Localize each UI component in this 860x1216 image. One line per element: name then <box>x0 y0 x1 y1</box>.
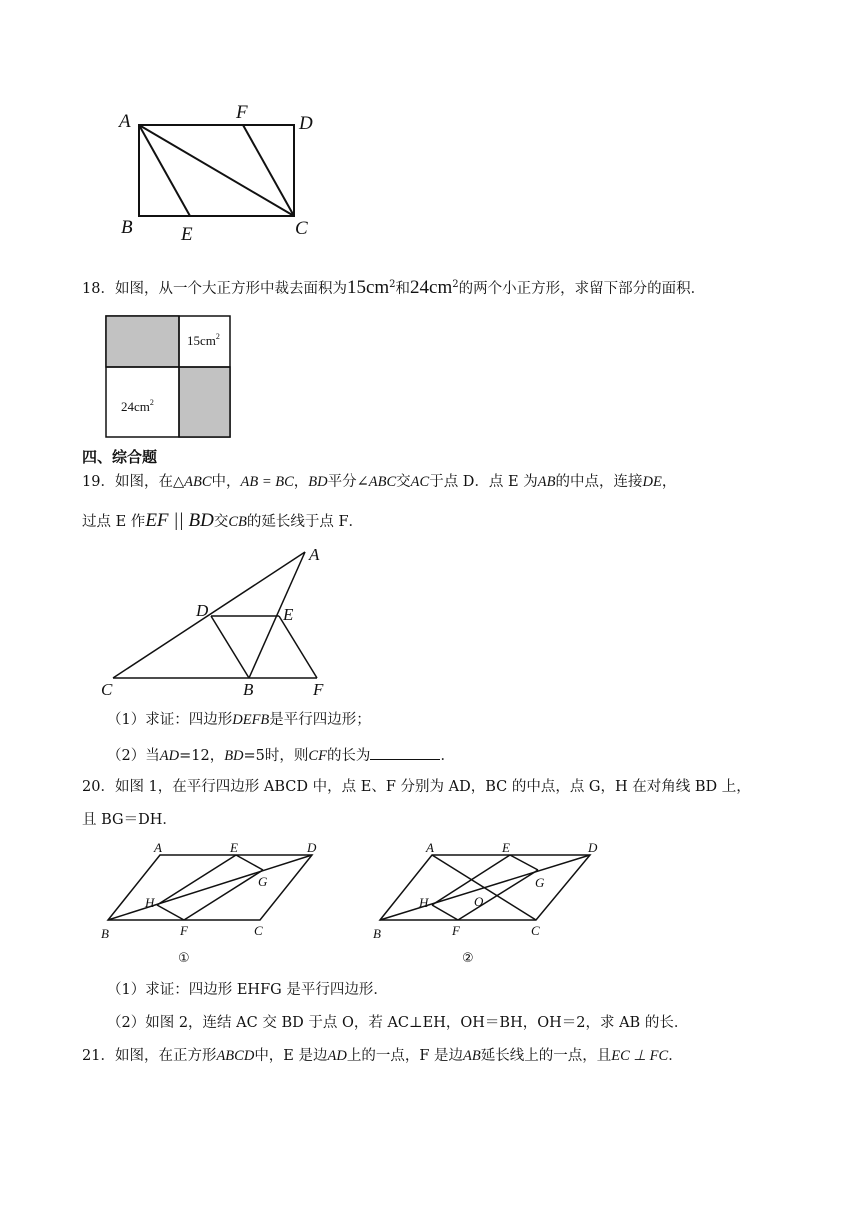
diagonal-bd <box>108 855 312 920</box>
question-number: 20． <box>82 779 115 795</box>
segment-ae <box>139 125 190 216</box>
point-label-o: O <box>474 894 484 909</box>
point-label-e: E <box>283 605 294 624</box>
question-18: 18．如图，从一个大正方形中裁去面积为$15cm^2$和$24cm^2$的两个小正方形，求留下部分的面积． <box>82 276 706 298</box>
point-label-c: C <box>101 680 113 699</box>
question-20-line-1: 20．如图 1，在平行四边形 ABCD 中，点 E、F 分别为 AD，BC 的中点，点 G，H 在对角线 BD 上， <box>82 779 751 795</box>
answer-blank[interactable] <box>370 745 440 760</box>
shaded-region-top-left <box>106 316 179 367</box>
point-label-e: E <box>502 840 510 855</box>
figure-q18 <box>104 314 234 440</box>
segment-fg <box>458 870 538 920</box>
segment-fh <box>432 905 458 920</box>
point-label-h: H <box>145 895 155 910</box>
question-number: 21． <box>82 1048 115 1064</box>
segment-fg <box>184 870 263 920</box>
segment-eg <box>510 855 538 870</box>
question-21: 21．如图，在正方形ABCD中，E 是边AD上的一点，F 是边AB延长线上的一点，且EC ⊥ FC． <box>82 1048 683 1064</box>
segment-eg <box>236 855 263 870</box>
figure-caption-1: ① <box>178 951 190 966</box>
figure-q19 <box>95 540 345 702</box>
point-label-f: F <box>180 923 188 938</box>
point-label-b: B <box>243 680 254 699</box>
question-20-part-2: （2）如图 2，连结 AC 交 BD 于点 O，若 AC⊥EH，OH＝BH，OH＝2，求 AB 的长． <box>107 1015 689 1031</box>
point-label-d: D <box>299 113 313 134</box>
point-label-a: A <box>154 840 162 855</box>
question-20-part-1: （1）求证：四边形 EHFG 是平行四边形． <box>107 982 388 998</box>
question-number: 18． <box>82 280 115 297</box>
question-19-line-1: 19．如图，在△ABC中，AB = BC，BD平分∠ABC交AC于点 D．点 E 为AB的中点，连接DE， <box>82 474 677 490</box>
point-label-d: D <box>307 840 317 855</box>
figure-q20-1 <box>96 838 336 966</box>
segment-ef <box>279 616 317 678</box>
question-20-line-2: 且 BG＝DH． <box>82 812 177 828</box>
shaded-region-bottom-right <box>179 367 230 437</box>
point-label-a: A <box>119 111 131 132</box>
segment-db <box>211 616 249 678</box>
point-label-b: B <box>101 926 109 941</box>
segment-eh <box>157 855 236 905</box>
question-19-part-2: （2）当AD=12，BD=5时，则CF的长为 ． <box>107 745 455 766</box>
figure-caption-2: ② <box>462 951 474 966</box>
point-label-g: G <box>535 875 545 890</box>
point-label-f: F <box>313 680 324 699</box>
segment-fh <box>157 905 184 920</box>
point-label-h: H <box>419 895 429 910</box>
point-label-d: D <box>196 601 209 620</box>
diagonal-ac <box>432 855 536 920</box>
point-label-a: A <box>309 545 320 564</box>
point-label-c: C <box>254 923 263 938</box>
figure-q20-2 <box>368 838 608 966</box>
segment-fc <box>243 125 294 216</box>
point-label-c: C <box>295 218 308 239</box>
question-19-part-1: （1）求证：四边形DEFB是平行四边形； <box>107 712 371 728</box>
point-label-d: D <box>588 840 598 855</box>
figure-q17 <box>110 100 340 250</box>
diagonal-ac <box>139 125 294 216</box>
point-label-c: C <box>531 923 540 938</box>
point-label-a: A <box>426 840 434 855</box>
point-label-f: F <box>452 923 460 938</box>
point-label-f: F <box>236 102 248 123</box>
small-square-label-15: $15cm^2$ <box>187 332 220 348</box>
question-19-line-2: 过点 E 作EF || BD交CB的延长线于点 F． <box>82 510 364 531</box>
section-heading: 四、综合题 <box>82 448 158 466</box>
point-label-b: B <box>121 217 133 238</box>
question-number: 19． <box>82 474 115 490</box>
small-square-label-24: $24cm^2$ <box>121 398 154 414</box>
point-label-g: G <box>258 874 268 889</box>
point-label-e: E <box>230 840 238 855</box>
point-label-b: B <box>373 926 381 941</box>
point-label-e: E <box>181 224 193 245</box>
